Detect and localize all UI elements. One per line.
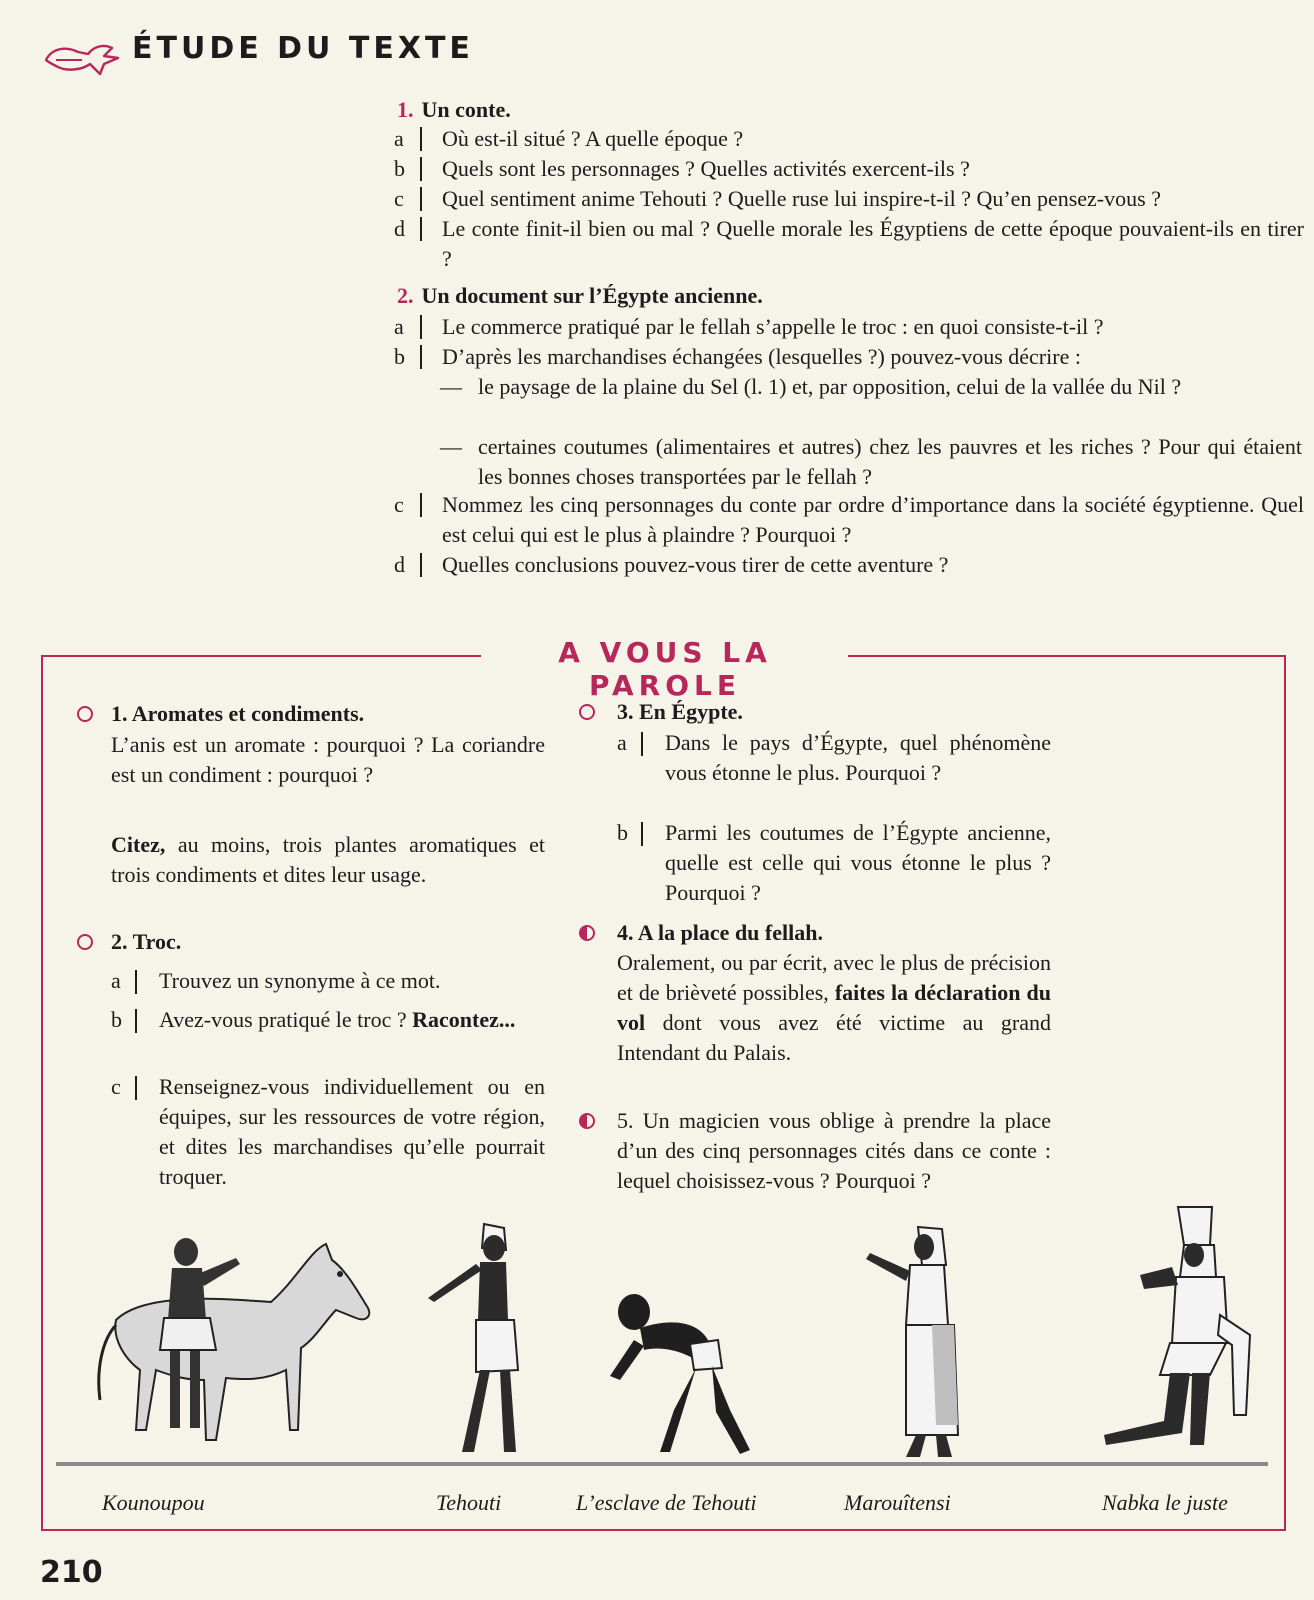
box-title: A VOUS LA PAROLE (558, 636, 772, 702)
section-title: ÉTUDE DU TEXTE (132, 31, 474, 66)
page-number: 210 (40, 1555, 103, 1590)
question-text: Parmi les coutumes de l’Égypte ancienne, quelle est celle qui vous étonne le plus ? Pourquoi ? (665, 820, 1051, 905)
item-title: 4. A la place du fellah. (617, 920, 823, 945)
item-text: 5. Un magicien vous oblige à prendre la place d’un des cinq personnages cités dans ce conte : lequel choisissez-vous ? Pourquoi ? (617, 1108, 1051, 1193)
item-text: L’anis est un aromate : pourquoi ? La coriandre est un condiment : pourquoi ? (111, 732, 545, 787)
dash-text: le paysage de la plaine du Sel (l. 1) et, par opposition, celui de la vallée du Nil ? (478, 374, 1182, 399)
question-text: Trouvez un synonyme à ce mot. (159, 968, 441, 993)
section-heading (397, 97, 511, 123)
question-letter: b (394, 344, 405, 369)
question-text: Nommez les cinq personnages du conte par ordre d’importance dans la société égyptienne. Quel est celui qui est le plus à plaindre ? Pourquoi ? (442, 492, 1304, 547)
item-text-bold: Citez, (111, 832, 166, 857)
section-heading-text: Un conte. (421, 97, 511, 122)
question-text: Avez-vous pratiqué le troc ? (159, 1007, 413, 1032)
question-letter: c (394, 186, 404, 211)
question-text: Quelles conclusions pouvez-vous tirer de cette aventure ? (442, 552, 949, 577)
section-heading-text: Un document sur l’Égypte ancienne. (421, 283, 763, 308)
circle-bullet-icon (77, 934, 93, 950)
tehouti-illustration (424, 1220, 544, 1462)
dash-item: — le paysage de la plaine du Sel (l. 1) et, par opposition, celui de la vallée du Nil ? (440, 372, 1302, 402)
item-text-bold: faites la déclaration du vol (617, 980, 1051, 1035)
circle-bullet-icon (579, 704, 595, 720)
question-text-bold: Racontez... (412, 1007, 516, 1032)
question-text: Où est-il situé ? A quelle époque ? (442, 126, 744, 151)
question-letter: c (111, 1074, 121, 1099)
question (394, 312, 1304, 342)
marouitensi-illustration (862, 1225, 1002, 1462)
box-rule (848, 655, 1286, 657)
caption: Tehouti (436, 1490, 502, 1515)
section-number: 2. (397, 283, 414, 308)
question (617, 728, 1051, 788)
question-text: Dans le pays d’Égypte, quel phénomène vous étonne le plus. Pourquoi ? (665, 730, 1051, 785)
question (111, 1005, 545, 1035)
item-text-a: Oralement, ou par écrit, avec le plus de précision et de brièveté possibles, (617, 950, 1051, 1005)
question-letter: a (394, 126, 404, 151)
question-letter: b (394, 156, 405, 181)
section-heading (397, 283, 763, 309)
question-letter: a (394, 314, 404, 339)
question (111, 966, 545, 996)
question (394, 124, 1304, 154)
question (394, 154, 1304, 184)
question (394, 490, 1304, 550)
question-letter: a (111, 968, 121, 993)
item-text-b: dont vous avez été victime au grand Intendant du Palais. (617, 1010, 1051, 1065)
question-letter: b (617, 820, 628, 845)
box-rule (41, 655, 481, 657)
fish-icon (42, 38, 122, 78)
question (394, 214, 1304, 274)
item-title: 3. En Égypte. (617, 699, 743, 724)
half-circle-bullet-icon (579, 925, 595, 941)
half-circle-bullet-icon (579, 1113, 595, 1129)
question (394, 342, 1304, 372)
item-text-rest: au moins, trois plantes aromatiques et trois condiments et dites leur usage. (111, 832, 545, 887)
question-text: Le conte finit-il bien ou mal ? Quelle morale les Égyptiens de cette époque pouvaient-ils en tirer ? (442, 216, 1304, 271)
dash-text: certaines coutumes (alimentaires et autres) chez les pauvres et les riches ? Pour qui étaient les bonnes choses transportées par le fellah ? (478, 434, 1302, 489)
question-text: Quels sont les personnages ? Quelles activités exercent-ils ? (442, 156, 970, 181)
caption: L’esclave de Tehouti (576, 1490, 757, 1515)
circle-bullet-icon (77, 706, 93, 722)
nabka-illustration (1100, 1205, 1260, 1462)
caption: Nabka le juste (1102, 1490, 1228, 1515)
question (394, 550, 1304, 580)
question-letter: c (394, 492, 404, 517)
question (394, 184, 1304, 214)
question-text: D’après les marchandises échangées (lesquelles ?) pouvez-vous décrire : (442, 344, 1081, 369)
caption: Kounoupou (102, 1490, 205, 1515)
item-title: 1. Aromates et condiments. (111, 701, 365, 726)
slave-illustration (600, 1290, 770, 1462)
question-text: Quel sentiment anime Tehouti ? Quelle ruse lui inspire-t-il ? Qu’en pensez-vous ? (442, 186, 1161, 211)
question-letter: d (394, 552, 405, 577)
question-letter: b (111, 1007, 122, 1032)
question-text: Le commerce pratiqué par le fellah s’appelle le troc : en quoi consiste-t-il ? (442, 314, 1104, 339)
section-number: 1. (397, 97, 414, 122)
question-letter: a (617, 730, 627, 755)
item-title: 2. Troc. (111, 929, 182, 954)
question (617, 818, 1051, 908)
item-text (111, 830, 545, 890)
caption: Marouîtensi (844, 1490, 951, 1515)
donkey-with-fellah-illustration (86, 1230, 376, 1462)
question (111, 1072, 545, 1192)
question-letter: d (394, 216, 405, 241)
item-text (617, 948, 1051, 1068)
dash-item: — certaines coutumes (alimentaires et autres) chez les pauvres et les riches ? Pour qui étaient les bonnes choses transportées par le fellah ? (440, 432, 1302, 492)
question-text: Renseignez-vous individuellement ou en équipes, sur les ressources de votre région, et dites les marchandises qu’elle pourrait troquer. (159, 1074, 545, 1189)
